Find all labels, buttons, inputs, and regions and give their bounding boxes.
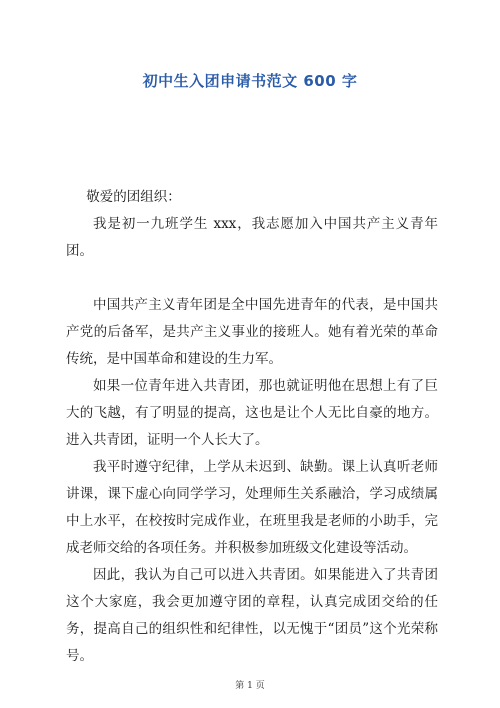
salutation: 敬爱的团组织： [86,189,181,205]
document-title: 初中生入团申请书范文 600 字 [142,72,358,90]
paragraph-2: 中国共产主义青年团是全中国先进青年的代表，是中国共产党的后备军，是共产主义事业的接班人。她有着光荣的革命传统，是中国革命和建设的生力军。 [66,297,438,367]
document-body [66,184,438,670]
paragraph-1: 我是初一九班学生 xxx，我志愿加入中国共产主义青年团。 [66,216,438,259]
paragraph-3: 如果一位青年进入共青团，那也就证明他在思想上有了巨大的飞越，有了明显的提高，这也是让个人无比自豪的地方。进入共青团，证明一个人长大了。 [66,378,438,448]
paragraph-spacer [66,265,438,292]
page-number: 第 1 页 [235,681,265,691]
paragraph-5: 因此，我认为自己可以进入共青团。如果能进入了共青团这个大家庭，我会更加遵守团的章程，认真完成团交给的任务，提高自己的组织性和纪律性，以无愧于“团员”这个光荣称号。 [66,567,438,664]
paragraph-4: 我平时遵守纪律，上学从未迟到、缺勤。课上认真听老师讲课，课下虚心向同学学习，处理师生关系融洽，学习成绩属中上水平，在校按时完成作业，在班里我是老师的小助手，完成老师交给的各项任务。并积极参加班级文化建设等活动。 [66,459,438,556]
